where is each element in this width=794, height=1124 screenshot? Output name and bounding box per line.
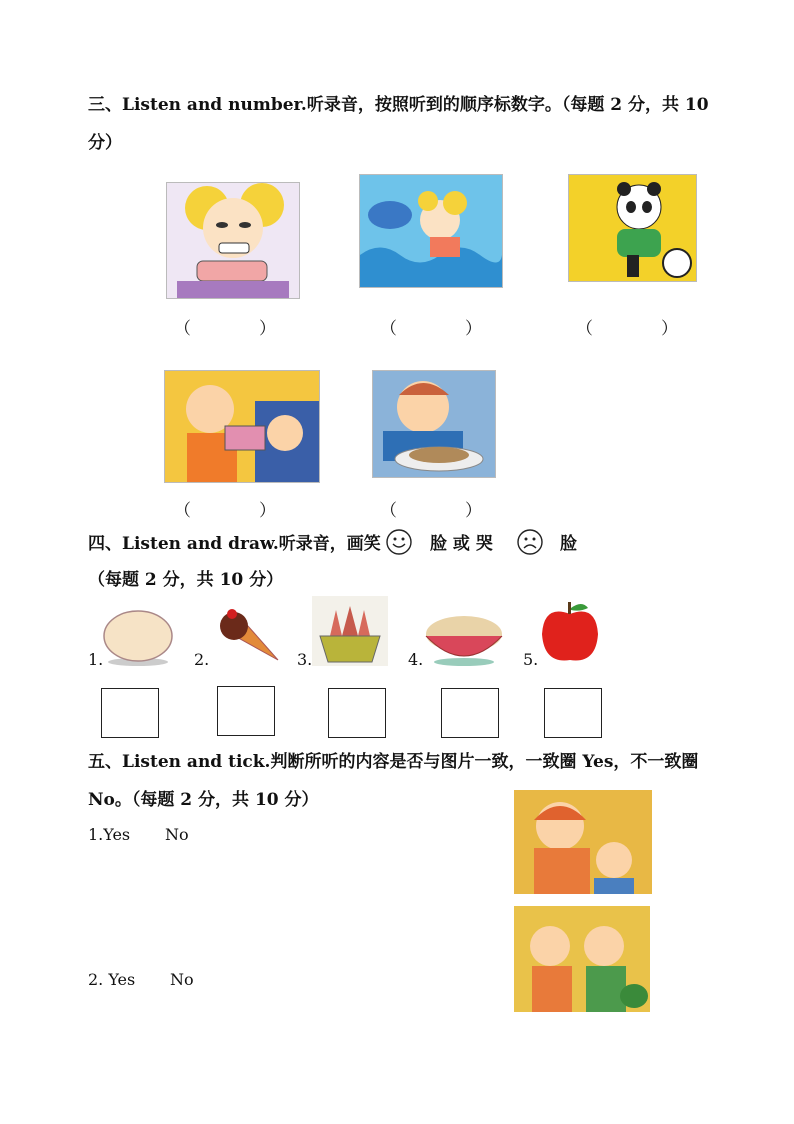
item-number-1: 1.	[88, 650, 104, 669]
item-number-2: 2.	[194, 650, 210, 669]
section3-heading-cont: 分）	[88, 133, 122, 153]
q2-no-option[interactable]: No	[170, 970, 194, 989]
answer-blank-1[interactable]: （ ）	[174, 319, 276, 339]
panda-soccer-picture	[568, 174, 697, 282]
q1-yes-option[interactable]: 1.Yes	[88, 825, 131, 844]
q1-no-option[interactable]: No	[165, 825, 189, 844]
egg-picture	[100, 606, 176, 666]
draw-box-3[interactable]	[328, 688, 386, 738]
section5-heading-cont: No。（每题 2 分，共 10 分）	[88, 790, 319, 810]
item-number-5: 5.	[523, 650, 539, 669]
sad-face-icon	[516, 528, 544, 556]
noodles-bowl-picture	[420, 606, 508, 666]
item-number-4: 4.	[408, 650, 424, 669]
section4-heading-part1: 四、Listen and draw.听录音，画笑	[88, 534, 381, 554]
section5-heading: 五、Listen and tick.判断所听的内容是否与图片一致，一致圈 Yes，不一致圈	[88, 752, 699, 772]
bread-basket-picture	[312, 596, 388, 666]
mother-and-boy-picture	[514, 790, 652, 894]
ice-cream-picture	[208, 608, 282, 666]
section4-heading-cont: （每题 2 分，共 10 分）	[88, 570, 284, 590]
draw-box-2[interactable]	[217, 686, 275, 736]
boy-eating-noodles-picture	[372, 370, 496, 478]
q2-yes-option[interactable]: 2. Yes	[88, 970, 136, 989]
answer-blank-5[interactable]: （ ）	[380, 501, 482, 521]
section4-heading-part2: 脸 或 哭	[430, 534, 493, 554]
answer-blank-3[interactable]: （ ）	[576, 319, 678, 339]
item-number-3: 3.	[297, 650, 313, 669]
section3-heading: 三、Listen and number.听录音，按照听到的顺序标数字。（每题 2 分，共 10	[88, 95, 709, 115]
swimming-picture	[359, 174, 503, 288]
draw-box-1[interactable]	[101, 688, 159, 738]
draw-box-5[interactable]	[544, 688, 602, 738]
answer-blank-2[interactable]: （ ）	[380, 319, 482, 339]
apple-picture	[536, 600, 604, 666]
boy-with-father-picture	[164, 370, 320, 483]
smiley-face-icon	[385, 528, 413, 556]
answer-blank-4[interactable]: （ ）	[174, 501, 276, 521]
section4-heading-part3: 脸	[560, 534, 577, 554]
boy-refusing-food-picture	[514, 906, 650, 1012]
girl-eating-picture	[166, 182, 300, 299]
draw-box-4[interactable]	[441, 688, 499, 738]
